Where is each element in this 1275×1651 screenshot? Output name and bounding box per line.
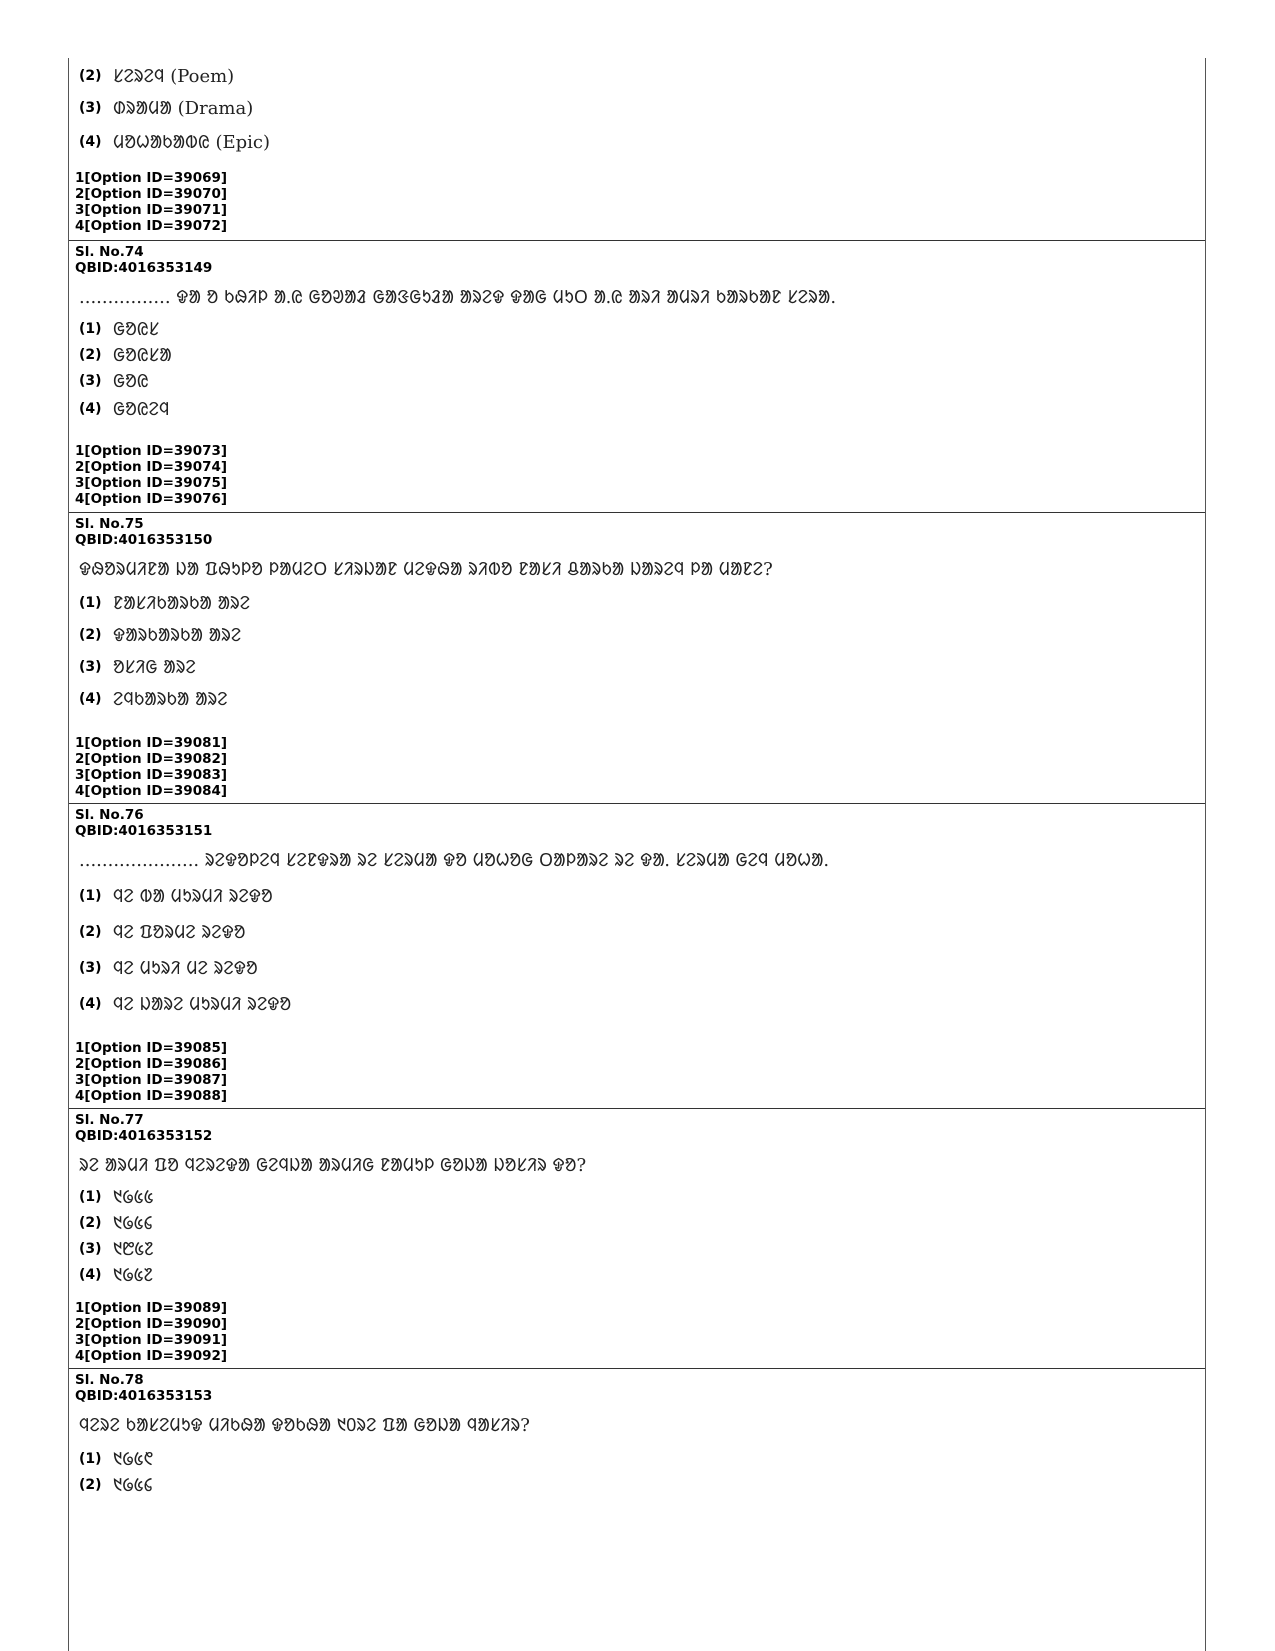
option-id: 4[Option ID=39076] (75, 491, 228, 507)
option-id: 1[Option ID=39069] (75, 170, 228, 186)
option-4 (79, 1263, 153, 1287)
question-meta (75, 516, 212, 548)
option-4 (79, 992, 291, 1016)
question-text: ................ ᱫᱟ ᱚ ᱠᱷᱤᱞ ᱟᱹᱭ ᱜᱚᱣᱟᱲ ᱜᱟᱝᱜᱩᱲᱟ ᱟᱨᱮᱫ ᱫᱟᱜ ᱢᱩᱛ ᱟᱹᱭ ᱟᱨᱤ ᱟᱢᱨᱤ ᱠᱟᱨᱠᱟᱱ ᱥᱮᱨᱟ. (79, 287, 837, 308)
option-text: ᱮᱧᱠᱟᱨᱠᱟ ᱟᱨᱮ (113, 689, 228, 710)
qbid: QBID:4016353149 (75, 260, 213, 276)
option-id: 1[Option ID=39089] (75, 1300, 228, 1316)
option-text: ᱜᱚᱭᱮᱧ (113, 399, 170, 420)
option-2 (79, 64, 234, 88)
option-id: 3[Option ID=39083] (75, 767, 228, 783)
option-id: 2[Option ID=39082] (75, 751, 228, 767)
question-block-78 (69, 1369, 1205, 1651)
question-text: ᱫᱷᱚᱨᱢᱤᱱᱟ ᱡᱟ ᱯᱷᱩᱞᱚ ᱞᱟᱢᱮᱛ ᱥᱤᱨᱡᱟᱱ ᱢᱮᱫᱷᱟ ᱨᱤᱵᱚ ᱱᱟᱥᱤ ᱪᱟᱨᱠᱟ ᱡᱟᱨᱮᱧ ᱞᱟ ᱢᱟᱱᱮ? (79, 559, 773, 580)
question-meta (75, 807, 212, 839)
option-number: (1) (79, 321, 102, 337)
serial-number: Sl. No.74 (75, 244, 144, 260)
option-id: 2[Option ID=39070] (75, 186, 228, 202)
option-id: 2[Option ID=39090] (75, 1316, 228, 1332)
question-text: ᱧᱮᱨᱮ ᱠᱟᱥᱮᱢᱩᱫ ᱢᱤᱠᱷᱟ ᱫᱚᱠᱷᱟ ᱑᱐ᱨᱮ ᱯᱟ ᱜᱚᱡᱟ ᱧᱟᱥᱤᱨ? (79, 1415, 530, 1436)
option-ids (75, 170, 227, 234)
question-meta (75, 1112, 212, 1144)
option-number: (3) (79, 960, 102, 976)
option-text: ᱑᱙᱕᱔ (113, 1213, 153, 1234)
question-meta (75, 1372, 212, 1404)
option-id: 3[Option ID=39087] (75, 1072, 228, 1088)
option-3 (79, 655, 196, 679)
option-id: 2[Option ID=39086] (75, 1056, 228, 1072)
option-text: ᱑᱙᱕᱖ (113, 1449, 153, 1470)
option-number: (4) (79, 996, 102, 1012)
option-2 (79, 920, 245, 944)
qbid: QBID:4016353152 (75, 1128, 213, 1144)
option-1 (79, 1447, 153, 1471)
option-id: 4[Option ID=39092] (75, 1348, 228, 1364)
serial-number: Sl. No.75 (75, 516, 144, 532)
qbid: QBID:4016353151 (75, 823, 213, 839)
option-3 (79, 1237, 153, 1261)
option-3 (79, 96, 253, 120)
option-4 (79, 687, 228, 711)
question-block-74 (69, 241, 1205, 511)
option-id: 4[Option ID=39084] (75, 783, 228, 799)
question-text: ᱨᱮ ᱟᱨᱢᱤ ᱯᱚ ᱧᱮᱨᱮᱫᱟ ᱜᱮᱧᱡᱟ ᱟᱨᱢᱤᱜ ᱱᱟᱢᱩᱞ ᱜᱚᱡᱟ ᱡᱚᱥᱤᱨ ᱫᱚ? (79, 1155, 587, 1176)
option-number: (3) (79, 1241, 102, 1257)
option-4 (79, 130, 270, 154)
option-text: ᱱᱟᱥᱤᱠᱟᱨᱠᱟ ᱟᱨᱮ (113, 593, 251, 614)
document-frame (68, 58, 1206, 1651)
option-ids (75, 1040, 227, 1104)
option-text: ᱜᱚᱭᱥᱟ (113, 345, 172, 366)
option-1 (79, 317, 159, 341)
option-id: 4[Option ID=39072] (75, 218, 228, 234)
option-text: ᱑᱙᱕᱕ (113, 1187, 154, 1208)
option-text: ᱧᱮ ᱯᱚᱨᱢᱮ ᱨᱮᱫᱚ (113, 922, 246, 943)
option-1 (79, 1185, 153, 1209)
option-number: (2) (79, 1215, 102, 1231)
option-number: (2) (79, 1477, 102, 1493)
option-2 (79, 623, 241, 647)
option-ids (75, 443, 227, 507)
option-id: 3[Option ID=39071] (75, 202, 228, 218)
option-1 (79, 591, 250, 615)
option-text: ᱥᱮᱨᱮᱧ (Poem) (113, 66, 235, 87)
serial-number: Sl. No.78 (75, 1372, 144, 1388)
option-number: (4) (79, 691, 102, 707)
serial-number: Sl. No.77 (75, 1112, 144, 1128)
option-text: ᱑᱘᱕᱗ (113, 1239, 154, 1260)
option-number: (4) (79, 134, 102, 150)
qbid: QBID:4016353153 (75, 1388, 213, 1404)
question-block-77 (69, 1109, 1205, 1368)
option-number: (1) (79, 1451, 102, 1467)
option-text: ᱚᱥᱤᱜ ᱟᱨᱮ (113, 657, 196, 678)
option-number: (3) (79, 659, 102, 675)
option-text: ᱑᱙᱕᱗ (113, 1265, 153, 1286)
option-text: ᱫᱟᱨᱠᱟᱨᱠᱟ ᱟᱨᱮ (113, 625, 242, 646)
option-text: ᱢᱚᱦᱟᱠᱟᱵᱭ (Epic) (113, 132, 271, 153)
option-number: (2) (79, 627, 102, 643)
option-text: ᱜᱚᱭ (113, 371, 149, 392)
option-2 (79, 1211, 152, 1235)
option-text: ᱧᱮ ᱵᱟ ᱢᱩᱨᱢᱤ ᱨᱮᱫᱚ (113, 886, 273, 907)
option-text: ᱜᱚᱭᱥ (113, 319, 160, 340)
option-number: (2) (79, 347, 102, 363)
option-id: 1[Option ID=39085] (75, 1040, 228, 1056)
option-id: 3[Option ID=39075] (75, 475, 228, 491)
option-ids (75, 735, 227, 799)
option-text: ᱑᱙᱕᱔ (113, 1475, 153, 1496)
question-block-76 (69, 804, 1205, 1108)
question-text: ..................... ᱨᱮᱫᱚᱞᱮᱧ ᱥᱮᱱᱫᱨᱟ ᱨᱮ ᱥᱮᱨᱢᱟ ᱫᱚ ᱢᱚᱦᱚᱜ ᱛᱟᱞᱟᱨᱮ ᱨᱮ ᱫᱟᱹ ᱥᱮᱨᱢᱟ ᱜᱮᱧ ᱢᱚᱦᱟ. (79, 850, 830, 871)
option-3 (79, 369, 149, 393)
question-block-75 (69, 513, 1205, 803)
option-number: (2) (79, 68, 102, 84)
option-id: 4[Option ID=39088] (75, 1088, 228, 1104)
option-text: ᱧᱮ ᱢᱩᱨᱤ ᱢᱮ ᱨᱮᱫᱚ (113, 958, 258, 979)
option-2 (79, 1473, 152, 1497)
question-block-continued (69, 58, 1205, 240)
option-text: ᱰᱨᱟᱢᱟ (Drama) (113, 98, 254, 119)
option-4 (79, 397, 169, 421)
question-meta (75, 244, 212, 276)
option-2 (79, 343, 172, 367)
qbid: QBID:4016353150 (75, 532, 213, 548)
option-number: (1) (79, 1189, 102, 1205)
option-ids (75, 1300, 227, 1364)
option-number: (2) (79, 924, 102, 940)
option-text: ᱧᱮ ᱡᱟᱨᱮ ᱢᱩᱨᱢᱤ ᱨᱮᱫᱚ (113, 994, 292, 1015)
option-id: 2[Option ID=39074] (75, 459, 228, 475)
option-number: (4) (79, 401, 102, 417)
option-number: (3) (79, 373, 102, 389)
option-id: 1[Option ID=39073] (75, 443, 228, 459)
option-number: (4) (79, 1267, 102, 1283)
option-id: 3[Option ID=39091] (75, 1332, 228, 1348)
option-id: 1[Option ID=39081] (75, 735, 228, 751)
option-number: (1) (79, 595, 102, 611)
option-number: (1) (79, 888, 102, 904)
serial-number: Sl. No.76 (75, 807, 144, 823)
option-number: (3) (79, 100, 102, 116)
option-3 (79, 956, 258, 980)
option-1 (79, 884, 273, 908)
